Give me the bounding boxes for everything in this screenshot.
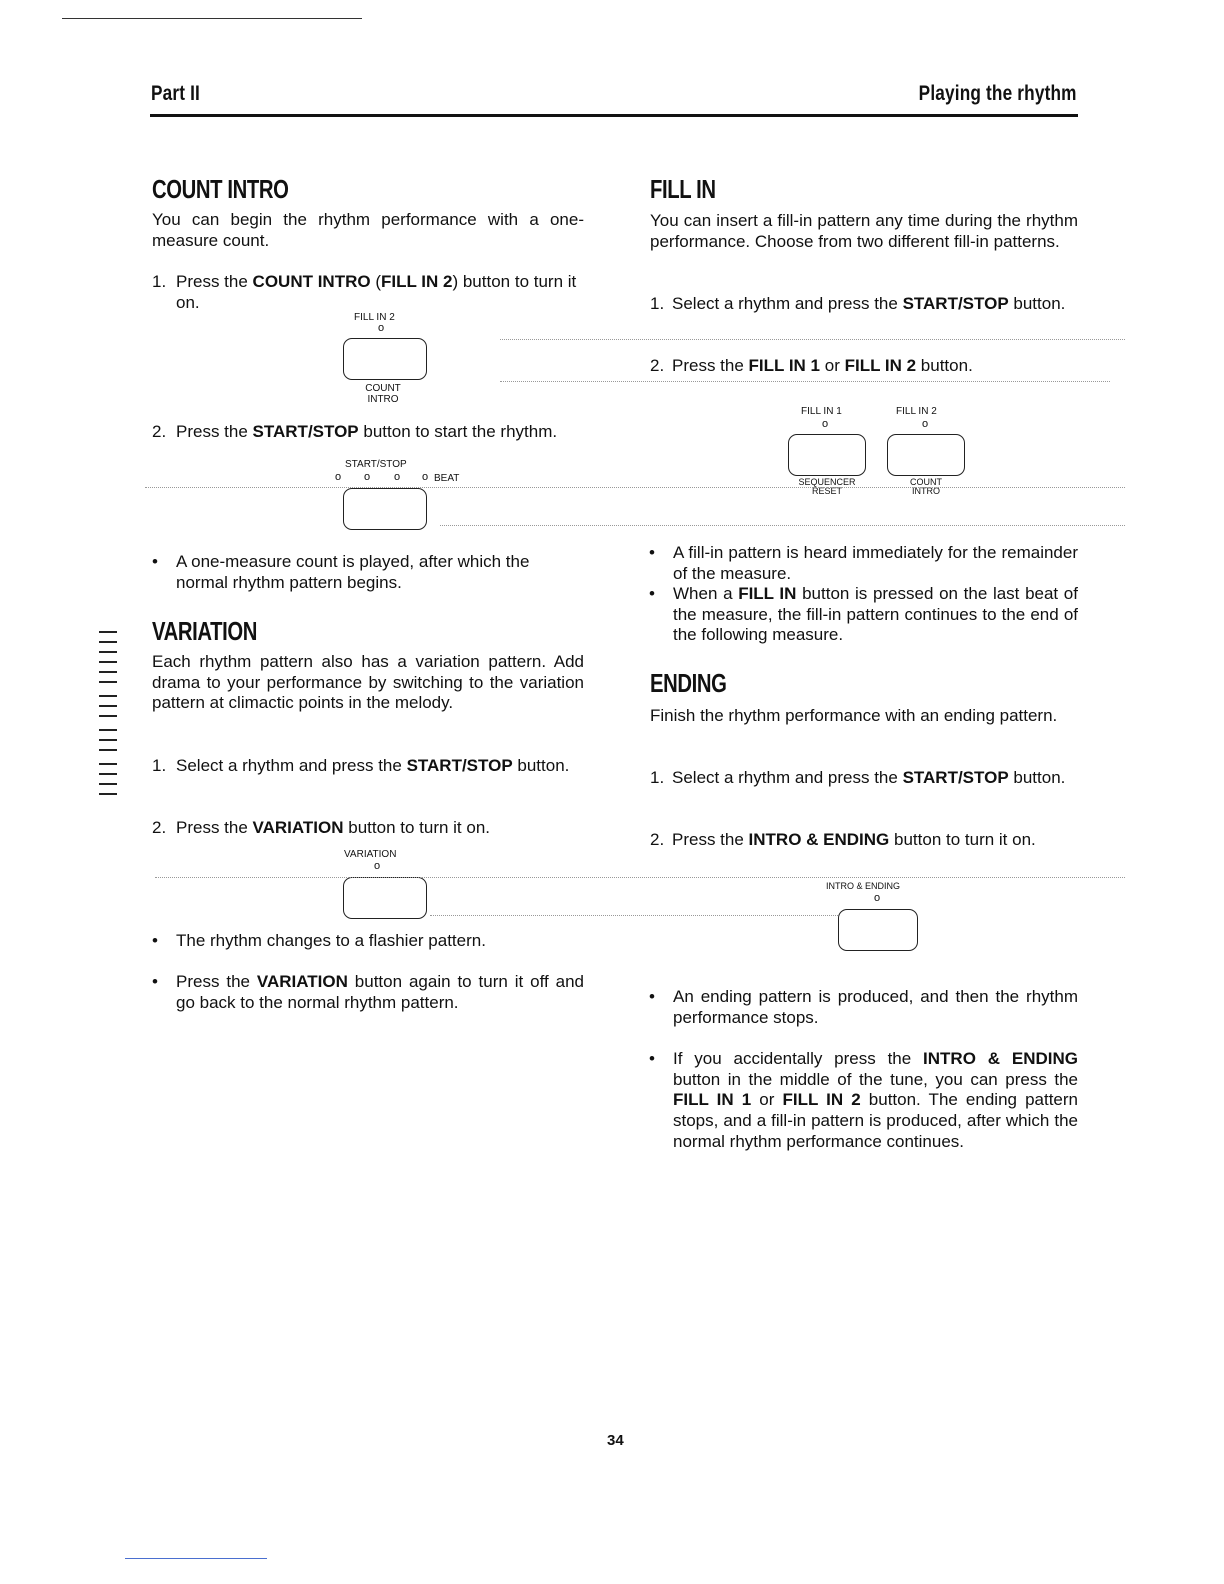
ending-bullet-1: • An ending pattern is produced, and then the rhythm performance stops. xyxy=(649,987,1078,1027)
fill-in-heading: FILL IN xyxy=(650,174,716,204)
margin-index-marks xyxy=(93,625,119,805)
ending-heading: ENDING xyxy=(650,668,727,698)
page-number: 34 xyxy=(607,1432,624,1449)
ending-step-2: 2. Press the INTRO & ENDING button to turn it on. xyxy=(650,830,1036,849)
scan-dots-3 xyxy=(145,487,1125,488)
beat-led-3: o xyxy=(394,471,401,483)
count-intro-step-1: 1. Press the COUNT INTRO (FILL IN 2) button to turn it on. xyxy=(152,272,577,312)
variation-label: VARIATION xyxy=(344,849,397,860)
beat-led-4: o xyxy=(422,471,429,483)
count-intro-bullet: • A one-measure count is played, after which the normal rhythm pattern begins. xyxy=(152,552,530,592)
beat-led-2: o xyxy=(364,471,371,483)
fill-in-bullet-1: • A fill-in pattern is heard immediately for the remainder of the measure. xyxy=(649,543,1078,583)
ending-step-1: 1. Select a rhythm and press the START/STOP button. xyxy=(650,768,1066,787)
scan-dots-2 xyxy=(500,381,1110,382)
fill-in-step-2: 2. Press the FILL IN 1 or FILL IN 2 button. xyxy=(650,356,973,375)
variation-description: Each rhythm pattern also has a variation pattern. Add drama to your performance by switching to the variation pattern at climactic points in the melody. xyxy=(152,652,584,713)
ending-description: Finish the rhythm performance with an ending pattern. xyxy=(650,706,1058,725)
header-section-title: Playing the rhythm xyxy=(919,82,1077,105)
fill-in-description: You can insert a fill-in pattern any time during the rhythm performance. Choose from two different fill-in patterns. xyxy=(650,211,1078,251)
intro-ending-label: INTRO & ENDING xyxy=(826,881,901,891)
scan-dots-4 xyxy=(440,525,1125,526)
count-intro-button[interactable] xyxy=(343,338,427,380)
variation-step-2: 2. Press the VARIATION button to turn it on. xyxy=(152,818,491,837)
count-intro-step-2: 2. Press the START/STOP button to start the rhythm. xyxy=(152,422,558,441)
header-part: Part II xyxy=(151,82,201,105)
fill-in-1-led: o xyxy=(822,418,829,430)
fill-in-1-label: FILL IN 1 xyxy=(801,406,842,417)
scan-dots-5 xyxy=(155,877,1125,878)
intro-ending-button[interactable] xyxy=(838,909,918,951)
scan-dots-1 xyxy=(500,339,1125,340)
variation-bullet-2: • Press the VARIATION button again to turn it off and go back to the normal rhythm pattern. xyxy=(152,972,584,1012)
count-intro-label-right: COUNT INTRO xyxy=(910,477,942,496)
scan-dots-6 xyxy=(430,915,840,916)
variation-button[interactable] xyxy=(343,877,427,919)
start-stop-button[interactable] xyxy=(343,488,427,530)
variation-led: o xyxy=(374,860,381,872)
sequencer-reset-label: SEQUENCER RESET xyxy=(798,477,856,496)
fill-in-2-button[interactable] xyxy=(887,434,965,476)
header-rule xyxy=(150,114,1078,117)
variation-bullet-1: • The rhythm changes to a flashier pattern. xyxy=(152,931,486,950)
variation-heading: VARIATION xyxy=(152,616,258,646)
fill-in-2-label: FILL IN 2 xyxy=(354,312,395,323)
count-intro-description: You can begin the rhythm performance with a one-measure count. xyxy=(152,210,584,250)
beat-led-1: o xyxy=(335,471,342,483)
fill-in-2-led: o xyxy=(378,322,385,334)
bottom-scan-line xyxy=(125,1558,267,1559)
intro-ending-led: o xyxy=(874,892,881,904)
ending-bullet-2: • If you accidentally press the INTRO & ENDING button in the middle of the tune, you can press the FILL IN 1 or FILL IN 2 button. The ending pattern stops, and a fill-in pattern is produced, after which the normal rhythm performance continues. xyxy=(649,1049,1078,1151)
fill-in-bullet-2: • When a FILL IN button is pressed on the last beat of the measure, the fill-in pattern continues to the end of the following measure. xyxy=(649,584,1078,645)
top-scan-line xyxy=(62,18,362,19)
start-stop-label: START/STOP xyxy=(345,459,407,470)
fill-in-2-label-right: FILL IN 2 xyxy=(896,406,937,417)
count-intro-heading: COUNT INTRO xyxy=(152,174,289,204)
fill-in-step-1: 1. Select a rhythm and press the START/STOP button. xyxy=(650,294,1066,313)
fill-in-2-led-right: o xyxy=(922,418,929,430)
fill-in-1-button[interactable] xyxy=(788,434,866,476)
count-intro-button-label: COUNT INTRO xyxy=(365,383,401,405)
beat-label: BEAT xyxy=(434,473,460,484)
variation-step-1: 1. Select a rhythm and press the START/STOP button. xyxy=(152,756,570,775)
